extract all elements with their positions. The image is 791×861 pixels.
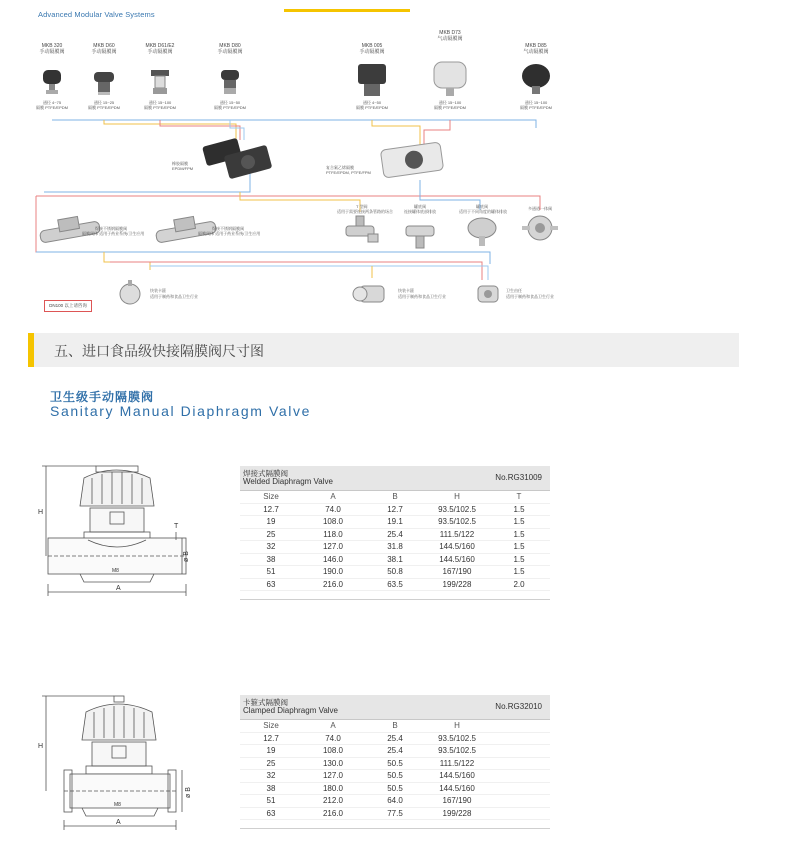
- actuator-icon-2: [94, 72, 114, 95]
- welded-thread: M8: [112, 568, 119, 574]
- welded-table-header: [240, 466, 550, 491]
- body-sub-3: 适用于需要连接两条管路的场合: [337, 209, 393, 214]
- table-row: [240, 807, 550, 820]
- cell: 51: [240, 795, 302, 808]
- cell: 50.5: [364, 757, 426, 770]
- diaphragm-label-2: 复合氟乙烯隔膜: [326, 165, 354, 170]
- table-row: [240, 732, 550, 745]
- cell: 12.7: [364, 503, 426, 516]
- clamped-thread: M8: [114, 802, 121, 808]
- cell: 1.5: [488, 503, 550, 516]
- actuator-desc-4: 手动隔膜阀: [217, 49, 243, 55]
- welded-dim-a: A: [116, 585, 121, 592]
- cell: 111.5/122: [426, 528, 488, 541]
- cell: 144.5/160: [426, 782, 488, 795]
- cell: 77.5: [364, 807, 426, 820]
- table-header-row: [240, 720, 550, 732]
- cell: 146.0: [302, 553, 364, 566]
- actuator-desc-2: 手动隔膜阀: [91, 49, 117, 55]
- body-label-4: 罐底阀: [414, 204, 426, 209]
- welded-dim-t: T: [174, 523, 179, 530]
- connection-label-2: 快装卡箍: [398, 288, 414, 293]
- cell: 93.5/102.5: [426, 732, 488, 745]
- actuator-icon-3: [151, 70, 169, 94]
- cell: 12.7: [240, 503, 302, 516]
- clamped-table-end: [240, 828, 550, 829]
- cell: 108.0: [302, 516, 364, 529]
- cell: [488, 732, 550, 745]
- cell: 38: [240, 553, 302, 566]
- connection-icon-3: [478, 286, 498, 302]
- connection-label-3: 卫生由任: [506, 288, 522, 293]
- ptfe-diaphragm: [380, 142, 443, 178]
- cell: 167/190: [426, 566, 488, 579]
- actuator-icon-5: [358, 64, 386, 96]
- welded-table-end: [240, 599, 550, 600]
- clamped-title-en: Clamped Diaphragm Valve: [243, 706, 339, 715]
- col-header: A: [302, 491, 364, 503]
- clamped-title-cn: 卡箍式隔膜阀: [243, 698, 288, 707]
- cell: 216.0: [302, 578, 364, 591]
- actuator-sub-5: 通径 4~50 隔膜 PTFE/EPDM: [355, 100, 388, 110]
- cell: 50.5: [364, 782, 426, 795]
- col-header: T: [488, 491, 550, 503]
- cell: 12.7: [240, 732, 302, 745]
- body-label-5: 罐底阀: [476, 204, 488, 209]
- actuator-model-3: MKB D61/E2: [145, 43, 175, 49]
- brand-text: Advanced Modular Valve Systems: [38, 10, 155, 19]
- cell: 31.8: [364, 541, 426, 554]
- cell: 25.4: [364, 732, 426, 745]
- actuator-icon-4: [221, 70, 239, 94]
- cell: 93.5/102.5: [426, 516, 488, 529]
- table-row: [240, 553, 550, 566]
- body-sub-2: 隔膜阀体 适用于药业系统/卫生应用: [198, 231, 261, 236]
- cell: 108.0: [302, 745, 364, 758]
- body-sub-4: 连接罐体底部排放: [404, 209, 436, 214]
- cell: 1.5: [488, 566, 550, 579]
- body-sub-5: 适用于不同角度的罐体排放: [459, 209, 507, 214]
- cell: 2.0: [488, 578, 550, 591]
- clamped-valve-drawing: [30, 688, 205, 838]
- actuator-sub-7: 通径 15~100 隔膜 PTFE/EPDM: [519, 100, 552, 110]
- table-row: [240, 578, 550, 591]
- actuator-desc-3: 手动隔膜阀: [147, 49, 173, 55]
- cell: 32: [240, 770, 302, 783]
- table-row: [240, 541, 550, 554]
- actuator-sub-3: 通径 15~100 隔膜 PTFE/EPDM: [143, 100, 176, 110]
- cell: 111.5/122: [426, 757, 488, 770]
- cell: 19: [240, 516, 302, 529]
- body-icon-3: [346, 216, 378, 242]
- welded-title-en: Welded Diaphragm Valve: [243, 477, 333, 486]
- body-label-1: 焊接不锈钢隔膜阀: [95, 226, 127, 231]
- actuator-model-4: MKB D80: [219, 43, 241, 49]
- connection-sub-3: 适用于制药和食品卫生行业: [506, 294, 554, 299]
- col-header: H: [426, 720, 488, 732]
- product-title-cn: 卫生级手动隔膜阀: [50, 390, 155, 404]
- cell: 199/228: [426, 807, 488, 820]
- actuator-icon-7: [522, 64, 550, 94]
- cell: 1.5: [488, 541, 550, 554]
- table-row: [240, 770, 550, 783]
- welded-number: No.RG31009: [495, 473, 542, 482]
- table-row: [240, 566, 550, 579]
- welded-dim-h: H: [38, 509, 44, 516]
- cell: 74.0: [302, 732, 364, 745]
- col-header: [488, 720, 550, 732]
- cell: 25: [240, 757, 302, 770]
- body-icon-2: [154, 213, 217, 243]
- cell: [488, 795, 550, 808]
- cell: 74.0: [302, 503, 364, 516]
- connection-sub-2: 适用于制药和食品卫生行业: [398, 294, 446, 299]
- diaphragm-label-1: 橡胶隔膜: [172, 161, 188, 166]
- cell: [488, 745, 550, 758]
- clamped-spec-table: [240, 720, 550, 820]
- clamped-dim-h: H: [38, 743, 44, 750]
- actuator-sub-1: 通径 4~75 隔膜 PTFE/EPDM: [35, 100, 68, 110]
- actuator-icon-6: [434, 62, 466, 96]
- col-header: Size: [240, 491, 302, 503]
- cell: 1.5: [488, 516, 550, 529]
- actuator-desc-7: 气动隔膜阀: [523, 49, 549, 55]
- actuator-icon-1: [43, 70, 61, 94]
- welded-valve-drawing: [30, 456, 205, 601]
- body-icon-1: [38, 213, 101, 243]
- cell: 38: [240, 782, 302, 795]
- clamped-table-header: [240, 695, 550, 720]
- dn-note: DN100 以上请咨询: [44, 300, 92, 312]
- cell: 180.0: [302, 782, 364, 795]
- welded-title-cn: 焊接式隔膜阀: [243, 469, 288, 478]
- actuator-model-1: MKB 320: [41, 43, 63, 49]
- col-header: B: [364, 491, 426, 503]
- table-row: [240, 745, 550, 758]
- body-label-6: 多通道一体阀: [528, 206, 552, 211]
- diaphragm-icons: [202, 138, 444, 180]
- diaphragm-sub-1: EPDM/FPM: [172, 166, 194, 171]
- table-row: [240, 528, 550, 541]
- cell: 144.5/160: [426, 770, 488, 783]
- cell: 127.0: [302, 541, 364, 554]
- cell: 93.5/102.5: [426, 745, 488, 758]
- cell: 63: [240, 578, 302, 591]
- actuator-desc-5: 手动隔膜阀: [359, 49, 385, 55]
- cell: 93.5/102.5: [426, 503, 488, 516]
- col-header: Size: [240, 720, 302, 732]
- cell: 1.5: [488, 553, 550, 566]
- cell: 51: [240, 566, 302, 579]
- cell: 199/228: [426, 578, 488, 591]
- diaphragm-sub-2: PTFE/EPDM, PTFE/FPM: [326, 170, 371, 175]
- cell: [488, 782, 550, 795]
- actuator-model-5: MKB 005: [361, 43, 383, 49]
- table-header-row: [240, 491, 550, 503]
- cell: 50.5: [364, 770, 426, 783]
- body-sub-1: 隔膜阀体 适用于药业系统/卫生应用: [82, 231, 145, 236]
- body-label-2: 焊接不锈钢隔膜阀: [212, 226, 244, 231]
- actuator-desc-6: 气动隔膜阀: [437, 36, 463, 42]
- cell: [488, 757, 550, 770]
- cell: [488, 807, 550, 820]
- body-icon-6: [522, 216, 558, 240]
- table-row: [240, 503, 550, 516]
- connection-icons: [120, 280, 498, 304]
- cell: 216.0: [302, 807, 364, 820]
- section-accent: [28, 333, 34, 367]
- actuator-sub-6: 通径 15~100 隔膜 PTFE/EPDM: [433, 100, 466, 110]
- col-header: A: [302, 720, 364, 732]
- welded-dim-b: ø B: [183, 551, 190, 562]
- cell: 1.5: [488, 528, 550, 541]
- connection-sub-1: 适用于制药和食品卫生行业: [150, 294, 198, 299]
- table-row: [240, 757, 550, 770]
- cell: 190.0: [302, 566, 364, 579]
- actuator-sub-2: 通径 15~25 隔膜 PTFE/EPDM: [87, 100, 120, 110]
- cell: 63: [240, 807, 302, 820]
- connection-icon-2: [353, 286, 384, 302]
- welded-spec-table: [240, 491, 550, 591]
- col-header: B: [364, 720, 426, 732]
- cell: 25.4: [364, 745, 426, 758]
- table-row: [240, 516, 550, 529]
- cell: 38.1: [364, 553, 426, 566]
- connection-label-1: 快装卡箍: [150, 288, 166, 293]
- actuator-model-6: MKB D73: [439, 30, 461, 36]
- body-icon-5: [468, 218, 496, 246]
- cell: 212.0: [302, 795, 364, 808]
- cell: 130.0: [302, 757, 364, 770]
- actuator-desc-1: 手动隔膜阀: [39, 49, 65, 55]
- actuator-model-2: MKB D60: [93, 43, 115, 49]
- cell: 25: [240, 528, 302, 541]
- body-icon-4: [406, 226, 434, 248]
- clamped-dim-a: A: [116, 819, 121, 826]
- actuator-icons: [43, 62, 550, 96]
- body-label-3: T 型阀: [356, 204, 368, 209]
- cell: 32: [240, 541, 302, 554]
- table-row: [240, 795, 550, 808]
- connection-icon-1: [120, 280, 140, 304]
- cell: 19.1: [364, 516, 426, 529]
- cell: 19: [240, 745, 302, 758]
- cell: 63.5: [364, 578, 426, 591]
- cell: 167/190: [426, 795, 488, 808]
- product-title-en: Sanitary Manual Diaphragm Valve: [50, 403, 312, 419]
- cell: 144.5/160: [426, 541, 488, 554]
- cell: 64.0: [364, 795, 426, 808]
- table-row: [240, 782, 550, 795]
- clamped-dim-b: ø B: [185, 787, 192, 798]
- cell: [488, 770, 550, 783]
- cell: 25.4: [364, 528, 426, 541]
- cell: 118.0: [302, 528, 364, 541]
- cell: 144.5/160: [426, 553, 488, 566]
- clamped-number: No.RG32010: [495, 702, 542, 711]
- cell: 50.8: [364, 566, 426, 579]
- actuator-model-7: MKB D85: [525, 43, 547, 49]
- actuator-sub-4: 通径 15~50 隔膜 PTFE/EPDM: [213, 100, 246, 110]
- section-title: 五、进口食品级快接隔膜阀尺寸图: [54, 343, 264, 359]
- cell: 127.0: [302, 770, 364, 783]
- col-header: H: [426, 491, 488, 503]
